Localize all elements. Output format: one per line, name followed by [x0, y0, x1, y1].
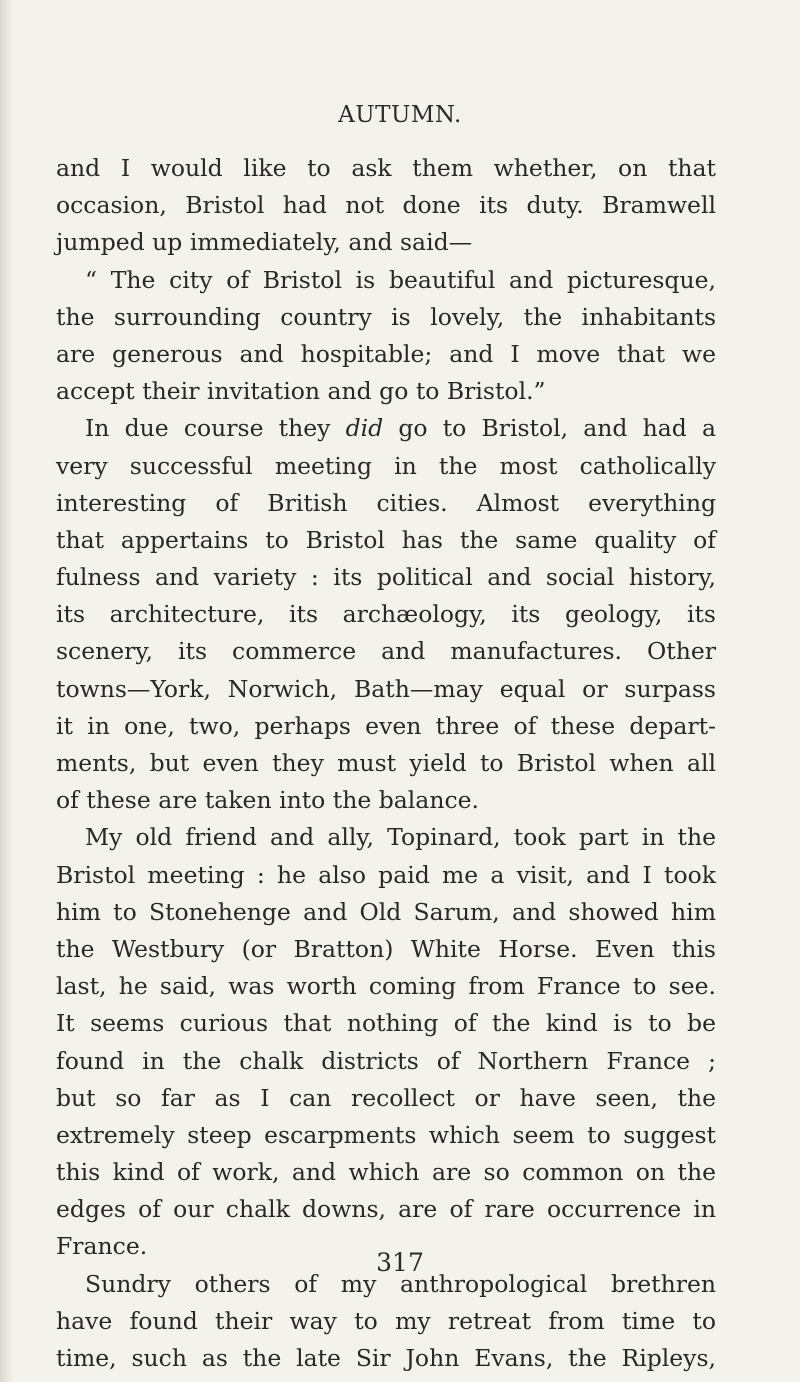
text-line: My old friend and ally, Topinard, took part in the: [85, 823, 716, 852]
text-line: are generous and hospitable; and I move that we: [56, 339, 716, 368]
text-line: found in the chalk districts of Northern France ;: [56, 1046, 716, 1075]
text-line: the Westbury (or Bratton) White Horse. Even this: [56, 934, 716, 963]
text-line: In due course they did go to Bristol, and had a: [85, 414, 716, 443]
page-number: 317: [376, 1248, 424, 1277]
text-line: scenery, its commerce and manufactures. Other: [56, 637, 716, 666]
text-line: very successful meeting in the most catholically: [56, 451, 716, 480]
text-line: fulness and variety : its political and social history,: [56, 563, 716, 592]
text-line: edges of our chalk downs, are of rare occurrence in: [56, 1195, 716, 1224]
running-head: AUTUMN.: [338, 102, 462, 128]
text-line: and I would like to ask them whether, on that: [56, 154, 716, 182]
page-gutter-shadow: [0, 0, 14, 1382]
text-line: of these are taken into the balance.: [56, 786, 479, 815]
text-line: Sundry others of my anthropological brethren: [85, 1269, 716, 1298]
text-line: its architecture, its archæology, its geology, its: [56, 600, 716, 629]
text-line: it in one, two, perhaps even three of these depart-: [56, 711, 716, 740]
text-line: him to Stonehenge and Old Sarum, and showed him: [56, 897, 716, 926]
text-line: the surrounding country is lovely, the inhabitants: [56, 302, 716, 331]
text-line: but so far as I can recollect or have seen, the: [56, 1083, 716, 1112]
text-line: time, such as the late Sir John Evans, the Ripleys,: [56, 1344, 716, 1372]
text-line: ments, but even they must yield to Bristol when all: [56, 749, 716, 777]
text-line: extremely steep escarpments which seem to suggest: [56, 1120, 716, 1149]
text-line: occasion, Bristol had not done its duty. Bramwell: [56, 191, 716, 220]
text-line: jumped up immediately, and said—: [56, 228, 473, 257]
text-line: “ The city of Bristol is beautiful and picturesque,: [85, 265, 716, 294]
text-line: France.: [56, 1232, 148, 1261]
text-line: accept their invitation and go to Bristol.”: [56, 377, 546, 406]
text-line: that appertains to Bristol has the same quality of: [56, 525, 716, 554]
text-line: It seems curious that nothing of the kind is to be: [56, 1009, 716, 1038]
emphasis: did: [345, 414, 384, 443]
text-line: Bristol meeting : he also paid me a visit, and I took: [56, 860, 716, 889]
text-line: interesting of British cities. Almost everything: [56, 488, 716, 517]
body-text: [56, 150, 716, 1377]
text-line: last, he said, was worth coming from France to see.: [56, 972, 716, 1001]
text-line: this kind of work, and which are so common on the: [56, 1158, 716, 1187]
text-line: towns—York, Norwich, Bath—may equal or surpass: [56, 674, 716, 703]
text-line: have found their way to my retreat from time to: [56, 1306, 716, 1335]
